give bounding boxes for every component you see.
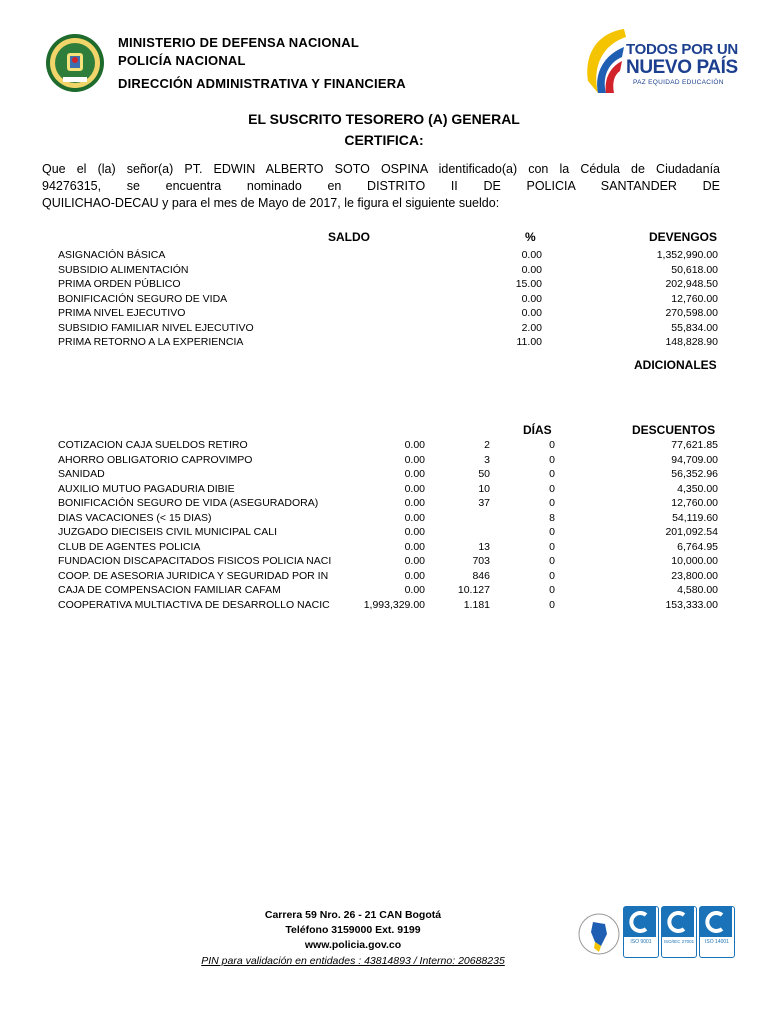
row-value: 12,760.00 [671,497,718,509]
row-value: 77,621.85 [671,439,718,451]
table-row [58,248,718,262]
row-value: 50,618.00 [671,263,718,276]
table-row [58,554,718,568]
header-ministry: MINISTERIO DE DEFENSA NACIONAL [118,35,359,50]
row-value: 202,948.50 [665,278,718,290]
row-code: 50 [478,468,490,480]
todos-por-un-nuevo-pais-logo [578,27,743,95]
row-label: PRIMA NIVEL EJECUTIVO [58,307,186,319]
row-value: 148,828.90 [665,336,718,348]
row-saldo: 1,993,329.00 [363,598,425,611]
row-value: 55,834.00 [671,321,718,334]
table-row [58,540,718,554]
iso-14001-label: ISO 14001 [705,939,729,945]
row-label: DIAS VACACIONES (< 15 DIAS) [58,511,212,524]
table-row [58,569,718,583]
row-label: SUBSIDIO ALIMENTACIÓN [58,263,189,276]
row-saldo: 0.00 [404,526,425,538]
brand-line1: TODOS POR UN [626,41,738,58]
police-seal-logo [45,33,105,93]
table-row [58,453,718,467]
row-code: 13 [478,540,490,553]
row-label: CLUB DE AGENTES POLICIA [58,540,201,553]
row-label: ASIGNACIÓN BÁSICA [58,249,166,261]
row-saldo: 0.00 [404,468,425,480]
table-row [58,292,718,306]
row-label: FUNDACION DISCAPACITADOS FISICOS POLICIA NACI [58,555,332,567]
table-row [58,511,718,525]
row-value: 6,764.95 [677,540,718,553]
row-value: 54,119.60 [672,511,718,524]
paragraph-line3: QUILICHAO-DECAU y para el mes de Mayo de 2017, le figura el siguiente sueldo: [42,196,500,210]
row-saldo: 0.00 [404,453,425,466]
row-value: 201,092.54 [665,526,718,538]
row-saldo: 0.00 [404,540,425,553]
row-dias: 0 [549,497,555,509]
certifica-heading: CERTIFICA: [344,132,424,148]
colombia-map-seal-icon [577,912,621,962]
row-dias: 0 [549,555,555,567]
row-dias: 0 [549,598,555,611]
row-saldo: 0.00 [404,439,425,451]
row-label: JUZGADO DIECISEIS CIVIL MUNICIPAL CALI [58,526,277,538]
row-code: 37 [478,497,490,509]
iso-27001-cert [661,906,697,958]
row-label: SUBSIDIO FAMILIAR NIVEL EJECUTIVO [58,321,254,334]
paragraph-line1: Que el (la) señor(a) PT. EDWIN ALBERTO SOTO OSPINA identificado(a) con la Cédula de Ciudadanía [42,162,720,176]
descuentos-header: DESCUENTOS [632,423,716,437]
row-value: 94,709.00 [671,453,718,466]
iso-27001-label: ISO/IEC 27001 [663,939,695,944]
row-dias: 8 [549,511,555,524]
row-dias: 0 [549,526,555,538]
brand-line2: NUEVO PAÍS [626,57,738,78]
adicionales-header: ADICIONALES [634,358,717,372]
row-saldo: 0.00 [404,584,425,596]
header-direction: DIRECCIÓN ADMINISTRATIVA Y FINANCIERA [118,76,406,91]
table-row [58,598,718,612]
row-value: 12,760.00 [671,292,718,305]
header-police: POLICÍA NACIONAL [118,53,246,68]
row-label: BONIFICACIÓN SEGURO DE VIDA (ASEGURADORA) [58,497,319,509]
row-code: 703 [472,555,490,567]
table-row [58,438,718,452]
brand-tagline: PAZ EQUIDAD EDUCACIÓN [633,79,724,86]
table-row [58,482,718,496]
row-value: 10,000.00 [671,555,718,567]
row-dias: 0 [549,482,555,495]
row-label: PRIMA RETORNO A LA EXPERIENCIA [58,336,244,348]
footer-website[interactable]: www.policia.gov.co [304,939,402,951]
iso-9001-cert [623,906,659,958]
row-value: 1,352,990.00 [656,249,718,261]
iso-14001-cert [699,906,735,958]
row-label: BONIFICACIÓN SEGURO DE VIDA [58,292,228,305]
row-code: 846 [472,569,490,582]
table-row [58,263,718,277]
devengos-header: DEVENGOS [649,230,718,244]
row-dias: 0 [549,569,555,582]
row-dias: 0 [549,468,555,480]
row-value: 4,350.00 [677,482,718,495]
table-row [58,277,718,291]
row-percent: 0.00 [521,292,542,305]
row-percent: 0.00 [521,307,542,319]
row-code: 10.127 [457,584,490,596]
row-label: COOPERATIVA MULTIACTIVA DE DESARROLLO NACIC [58,598,330,611]
row-code: 1.181 [463,598,490,611]
row-dias: 0 [549,584,555,596]
table-row [58,321,718,335]
table-row [58,525,718,539]
document-title: EL SUSCRITO TESORERO (A) GENERAL [248,111,520,127]
footer-address: Carrera 59 Nro. 26 - 21 CAN Bogotá [264,909,442,921]
row-label: AHORRO OBLIGATORIO CAPROVIMPO [58,453,253,466]
icontec-c-icon [700,907,732,937]
table-row [58,496,718,510]
row-code: 3 [484,453,490,466]
flag-swoosh-icon [578,27,628,95]
icontec-c-icon [662,907,694,937]
row-code: 10 [478,482,490,495]
row-code: 2 [484,439,490,451]
table-row [58,335,718,349]
dias-header: DÍAS [523,423,552,437]
certification-paragraph [42,161,720,212]
row-value: 153,333.00 [665,598,718,611]
percent-header: % [525,230,536,244]
row-percent: 2.00 [521,321,542,334]
row-label: PRIMA ORDEN PÚBLICO [58,278,181,290]
row-saldo: 0.00 [404,482,425,495]
paragraph-line2: 94276315, se encuentra nominado en DISTRITO II DE POLICIA SANTANDER DE [42,179,720,193]
row-label: AUXILIO MUTUO PAGADURIA DIBIE [58,482,235,495]
row-saldo: 0.00 [404,569,425,582]
row-dias: 0 [549,439,555,451]
row-percent: 0.00 [521,249,542,261]
table-row [58,467,718,481]
table-row [58,583,718,597]
footer-pin: PIN para validación en entidades : 43814893 / Interno: 20688235 [201,955,505,967]
saldo-header: SALDO [328,230,370,244]
row-label: CAJA DE COMPENSACION FAMILIAR CAFAM [58,584,281,596]
icontec-c-icon [624,907,656,937]
row-value: 23,800.00 [671,569,718,582]
row-value: 56,352.96 [671,468,718,480]
row-saldo: 0.00 [404,497,425,509]
row-label: COOP. DE ASESORIA JURIDICA Y SEGURIDAD POR IN [58,569,329,582]
row-label: SANIDAD [58,468,105,480]
row-label: COTIZACION CAJA SUELDOS RETIRO [58,439,248,451]
row-value: 270,598.00 [665,307,718,319]
row-percent: 15.00 [515,278,542,290]
row-dias: 0 [549,540,555,553]
row-percent: 0.00 [521,263,542,276]
footer-phone: Teléfono 3159000 Ext. 9199 [285,924,421,936]
row-percent: 11.00 [516,336,542,348]
iso-9001-label: ISO 9001 [630,939,652,945]
row-value: 4,580.00 [677,584,718,596]
table-row [58,306,718,320]
row-saldo: 0.00 [404,511,425,524]
row-dias: 0 [549,453,555,466]
row-saldo: 0.00 [404,555,425,567]
certification-logos [577,906,737,966]
